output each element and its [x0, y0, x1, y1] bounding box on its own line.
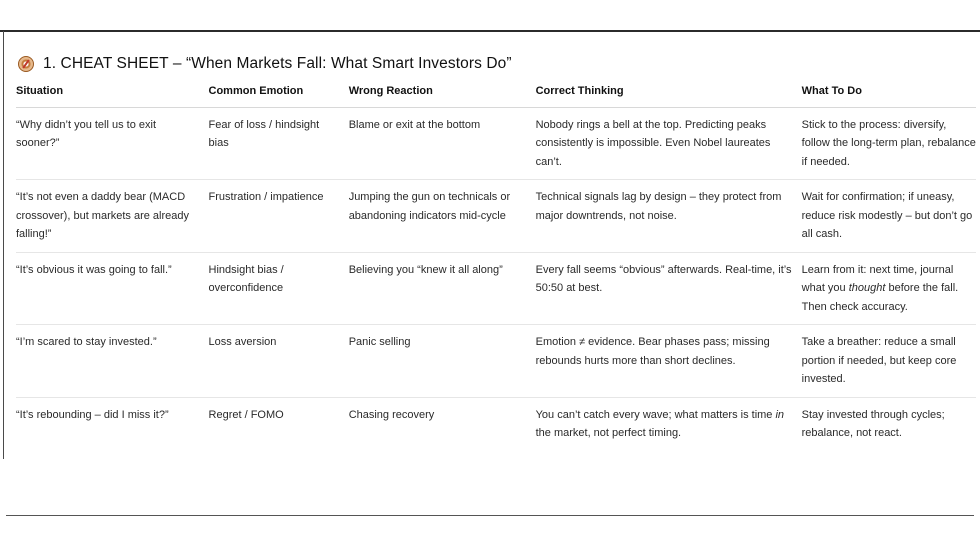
compass-icon: [18, 56, 34, 72]
cell-situation: “It’s obvious it was going to fall.”: [16, 252, 209, 325]
cell-emotion: Regret / FOMO: [208, 408, 284, 421]
column-header-emotion: Common Emotion: [209, 80, 349, 107]
cell-what-to-do: Take a breather: reduce a small portion if needed, but keep core invested.: [802, 325, 976, 398]
column-header-wrong-reaction: Wrong Reaction: [349, 80, 536, 107]
cell-text: before the fall. Then check accuracy.: [801, 282, 959, 313]
page-title: 1. CHEAT SHEET – “When Markets Fall: What Smart Investors Do”: [43, 55, 512, 72]
cell-correct-thinking: [536, 397, 802, 451]
table-row: [16, 397, 976, 451]
table-row: [16, 107, 976, 180]
cell-text: the market, not perfect timing.: [535, 427, 682, 439]
bottom-divider: [6, 515, 974, 516]
cell-emotion: Loss aversion: [209, 325, 349, 398]
cheat-sheet: [16, 52, 976, 451]
left-border: [3, 31, 4, 459]
table-row: [16, 252, 976, 325]
column-header-situation: Situation: [16, 80, 209, 107]
cell-emotion: Hindsight bias / overconfidence: [209, 252, 349, 325]
cheat-sheet-table: [16, 80, 976, 451]
cell-text: You can’t catch every wave; what matters is time: [535, 408, 776, 421]
cell-what-to-do: [802, 252, 976, 325]
cell-situation: “I’m scared to stay invested.”: [16, 325, 209, 398]
cell-correct-thinking: Nobody rings a bell at the top. Predicting peaks consistently is impossible. Even Nobel laureates can’t.: [536, 107, 802, 180]
title-row: [16, 52, 976, 76]
cell-wrong-reaction: Panic selling: [349, 325, 536, 398]
top-border: [0, 30, 980, 32]
column-header-what-to-do: What To Do: [802, 80, 976, 107]
cell-emphasis: in: [775, 408, 785, 421]
column-header-correct-thinking: Correct Thinking: [536, 80, 802, 107]
cell-what-to-do: Wait for confirmation; if uneasy, reduce risk modestly – but don’t go all cash.: [802, 180, 976, 253]
cell-wrong-reaction: Jumping the gun on technicals or abandoning indicators mid-cycle: [349, 180, 536, 253]
table-row: [16, 325, 976, 398]
cell-correct-thinking: Emotion ≠ evidence. Bear phases pass; missing rebounds hurts more than short declines.: [536, 325, 802, 398]
cell-wrong-reaction: Chasing recovery: [348, 408, 435, 421]
cell-what-to-do: Stick to the process: diversify, follow the long-term plan, rebalance if needed.: [802, 107, 976, 180]
cell-situation: “Why didn’t you tell us to exit sooner?”: [16, 107, 209, 180]
cell-wrong-reaction: Blame or exit at the bottom: [349, 107, 536, 180]
table-row: [16, 180, 976, 253]
cell-situation: “It’s rebounding – did I miss it?”: [16, 408, 169, 421]
cell-wrong-reaction: Believing you “knew it all along”: [349, 252, 536, 325]
cell-text: Learn from it: next time, journal what you: [801, 263, 954, 294]
cell-emotion: Frustration / impatience: [209, 180, 349, 253]
cell-what-to-do: Stay invested through cycles; rebalance, not react.: [801, 408, 945, 439]
cell-correct-thinking: Every fall seems “obvious” afterwards. Real-time, it’s 50:50 at best.: [536, 252, 802, 325]
cell-situation: “It’s not even a daddy bear (MACD crossover), but markets are already falling!”: [16, 180, 209, 253]
header-row: [16, 80, 976, 107]
cell-emotion: Fear of loss / hindsight bias: [209, 107, 349, 180]
cell-emphasis: thought: [848, 282, 886, 294]
cell-correct-thinking: Technical signals lag by design – they protect from major downtrends, not noise.: [536, 180, 802, 253]
